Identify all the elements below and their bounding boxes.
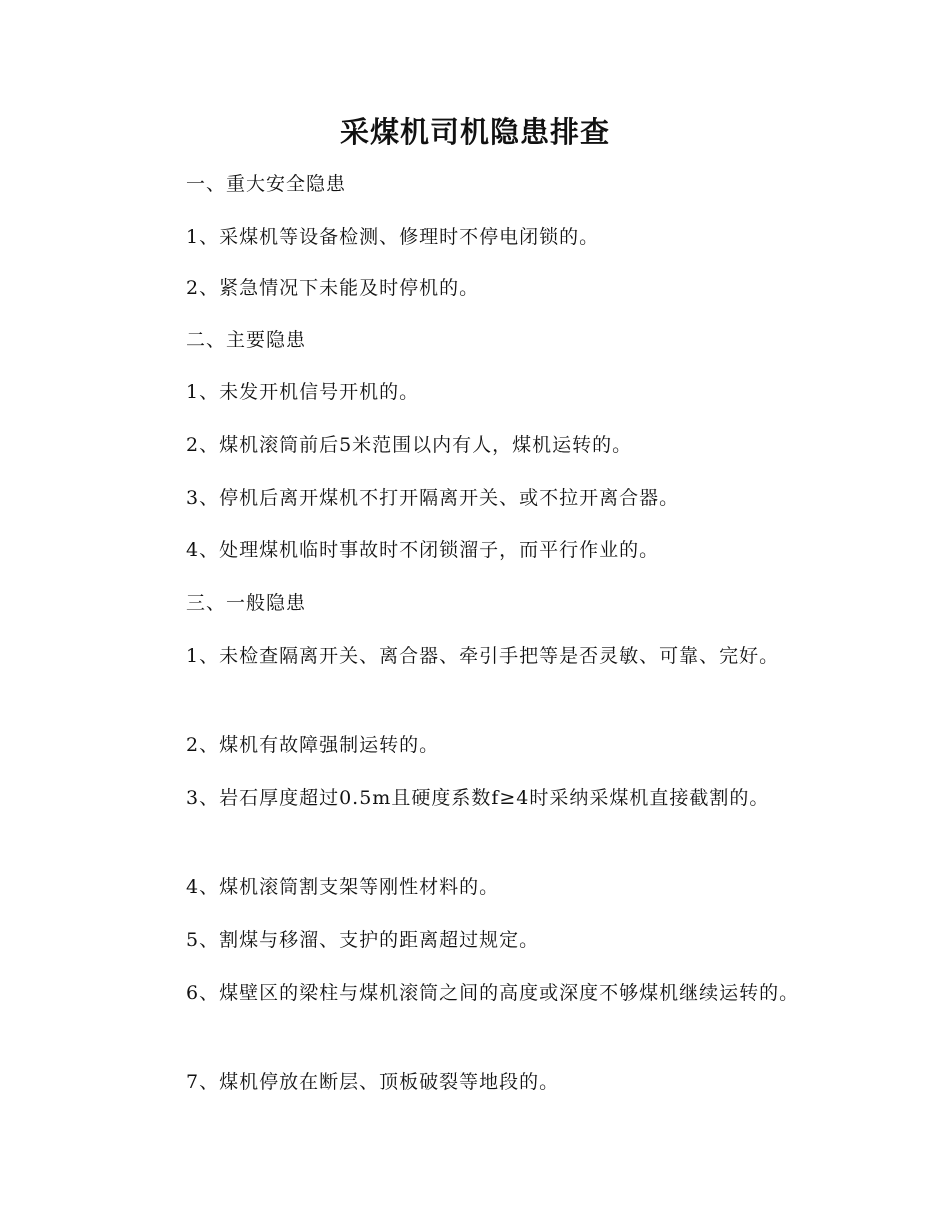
list-item: 2、煤机滚筒前后5米范围以内有人，煤机运转的。 — [186, 434, 633, 456]
list-item: 2、煤机有故障强制运转的。 — [186, 734, 440, 756]
section-heading-major: 一、重大安全隐患 — [186, 173, 347, 195]
list-item: 3、岩石厚度超过0.5m且硬度系数f≥4时采纳采煤机直接截割的。 — [186, 787, 770, 809]
list-item: 3、停机后离开煤机不打开隔离开关、或不拉开离合器。 — [186, 487, 680, 509]
list-item: 1、采煤机等设备检测、修理时不停电闭锁的。 — [186, 226, 600, 248]
list-item: 1、未检查隔离开关、离合器、牵引手把等是否灵敏、可靠、完好。 — [186, 645, 780, 667]
page-title: 采煤机司机隐患排查 — [339, 115, 610, 149]
list-item: 6、煤壁区的梁柱与煤机滚筒之间的高度或深度不够煤机继续运转的。 — [186, 982, 800, 1004]
list-item: 5、割煤与移溜、支护的距离超过规定。 — [186, 929, 540, 951]
list-item: 4、煤机滚筒割支架等刚性材料的。 — [186, 876, 500, 898]
section-heading-main: 二、主要隐患 — [186, 329, 307, 351]
section-heading-general: 三、一般隐患 — [186, 592, 307, 614]
list-item: 2、紧急情况下未能及时停机的。 — [186, 277, 480, 299]
list-item: 7、煤机停放在断层、顶板破裂等地段的。 — [186, 1071, 560, 1093]
list-item: 4、处理煤机临时事故时不闭锁溜子，而平行作业的。 — [186, 539, 660, 561]
list-item: 1、未发开机信号开机的。 — [186, 381, 420, 403]
